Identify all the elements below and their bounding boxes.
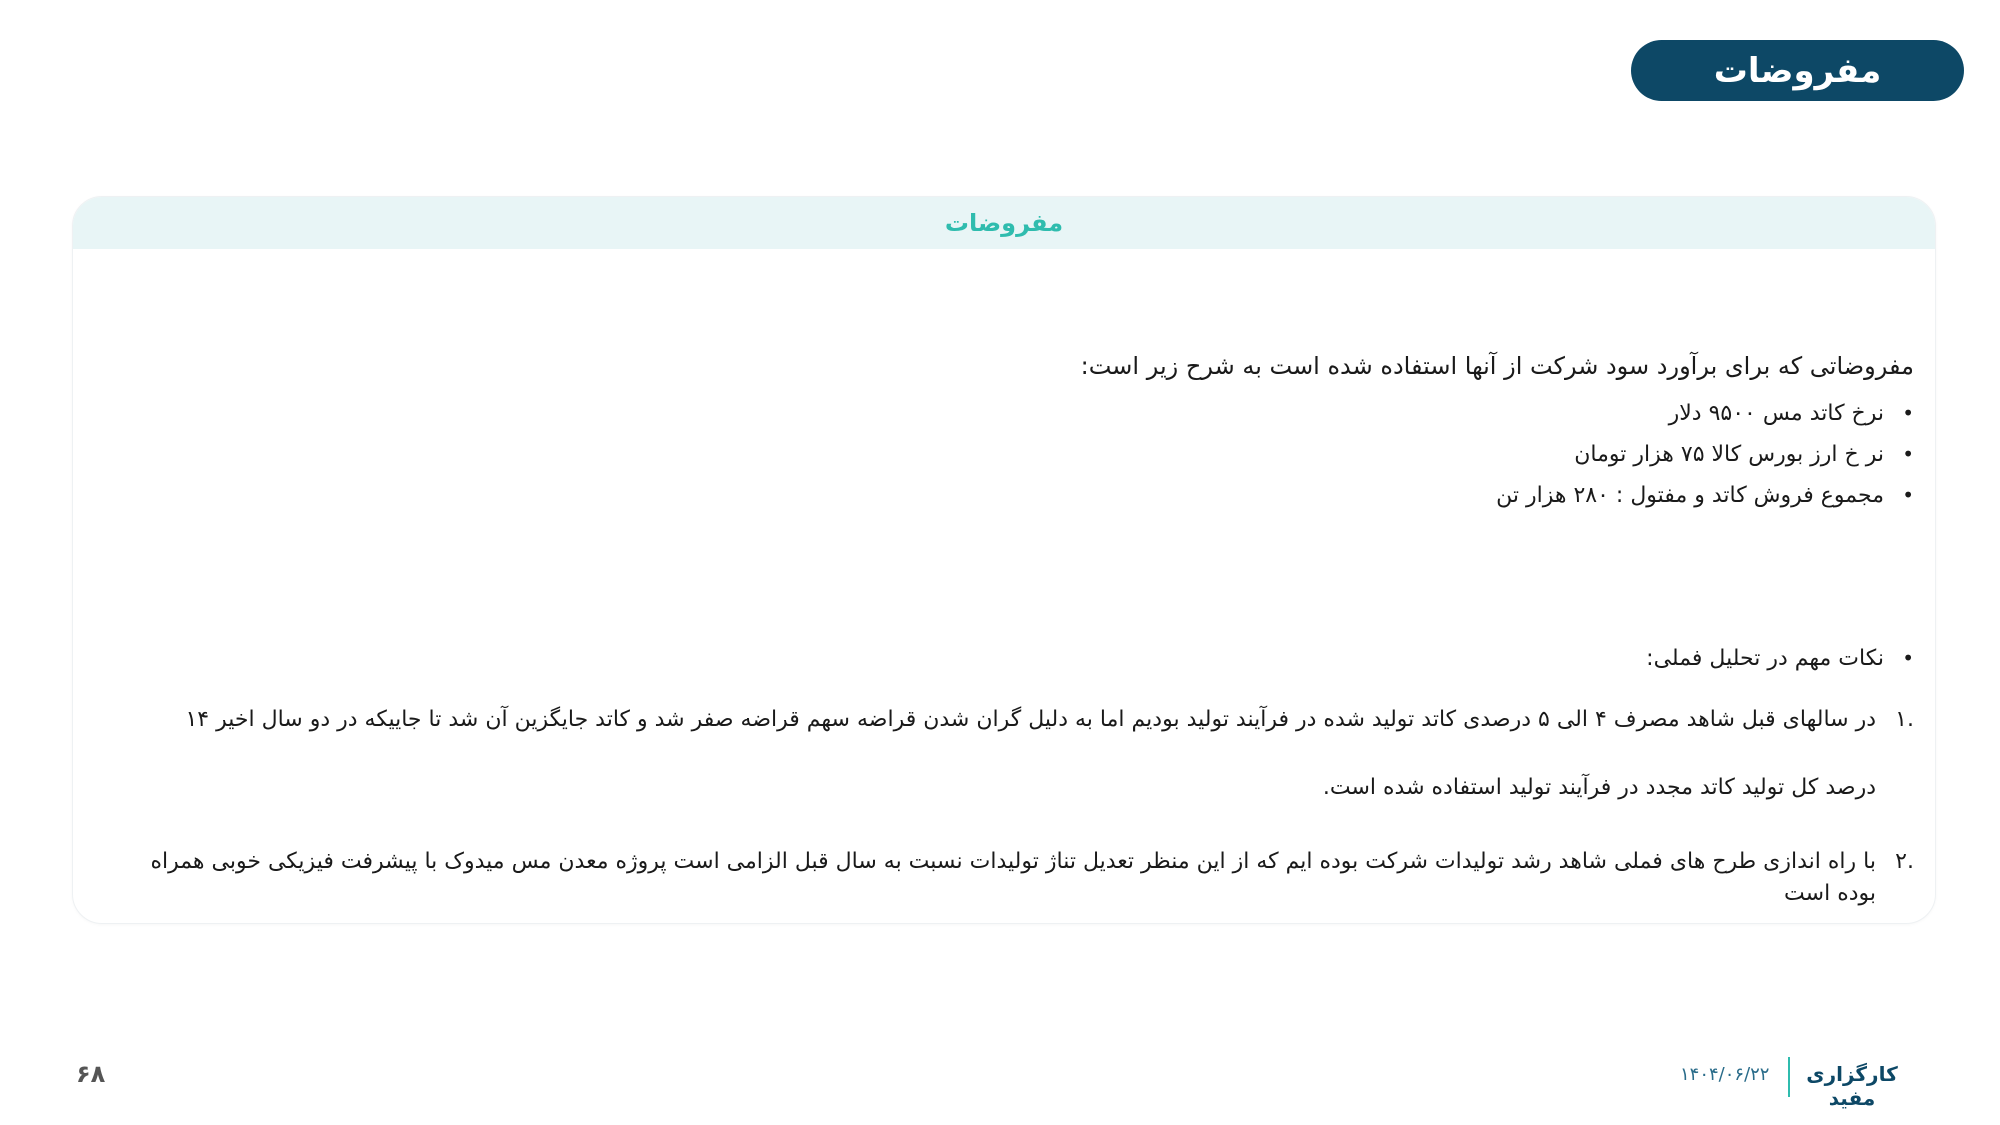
note-number: .۱ bbox=[1895, 707, 1914, 732]
page-number: ۶۸ bbox=[76, 1060, 106, 1088]
note-text: در سالهای قبل شاهد مصرف ۴ الی ۵ درصدی کاتد تولید شده در فرآیند تولید بودیم اما به دلیل گران شدن قراضه سهم قراضه صفر شد و کاتد جایگزین آن شد تا جاییکه در دو سال اخیر ۱۴ درصد کل تولید کاتد مجدد در فرآیند تولید استفاده شده است. bbox=[185, 707, 1876, 800]
assumptions-list bbox=[1496, 393, 1914, 516]
assumption-item: • نر خ ارز بورس کالا ۷۵ هزار تومان bbox=[1496, 434, 1914, 475]
note-text: با راه اندازی طرح های فملی شاهد رشد تولیدات شرکت بوده ایم که از این منظر تعدیل تناژ تولیدات نسبت به سال قبل الزامی است پروژه معدن مس میدوک با پیشرفت فیزیکی خوبی همراه بوده است bbox=[150, 849, 1876, 906]
note-item-2 bbox=[128, 846, 1914, 910]
footer-date: ۱۴۰۴/۰۶/۲۲ bbox=[1680, 1064, 1770, 1085]
assumption-item: • مجموع فروش کاتد و مفتول : ۲۸۰ هزار تن bbox=[1496, 475, 1914, 516]
card-header-title: مفروضات bbox=[73, 197, 1935, 249]
note-number: .۲ bbox=[1895, 849, 1914, 874]
notes-heading: • نکات مهم در تحلیل فملی: bbox=[1646, 646, 1914, 671]
brand-logo-text: کارگزاری مفید bbox=[1806, 1062, 1898, 1110]
page-title: مفروضات bbox=[1631, 40, 1964, 101]
assumption-item: • نرخ کاتد مس ۹۵۰۰ دلار bbox=[1496, 393, 1914, 434]
footer-divider bbox=[1788, 1057, 1790, 1097]
note-item-1 bbox=[128, 686, 1914, 822]
intro-text: مفروضاتی که برای برآورد سود شرکت از آنها استفاده شده است به شرح زیر است: bbox=[1080, 352, 1914, 380]
